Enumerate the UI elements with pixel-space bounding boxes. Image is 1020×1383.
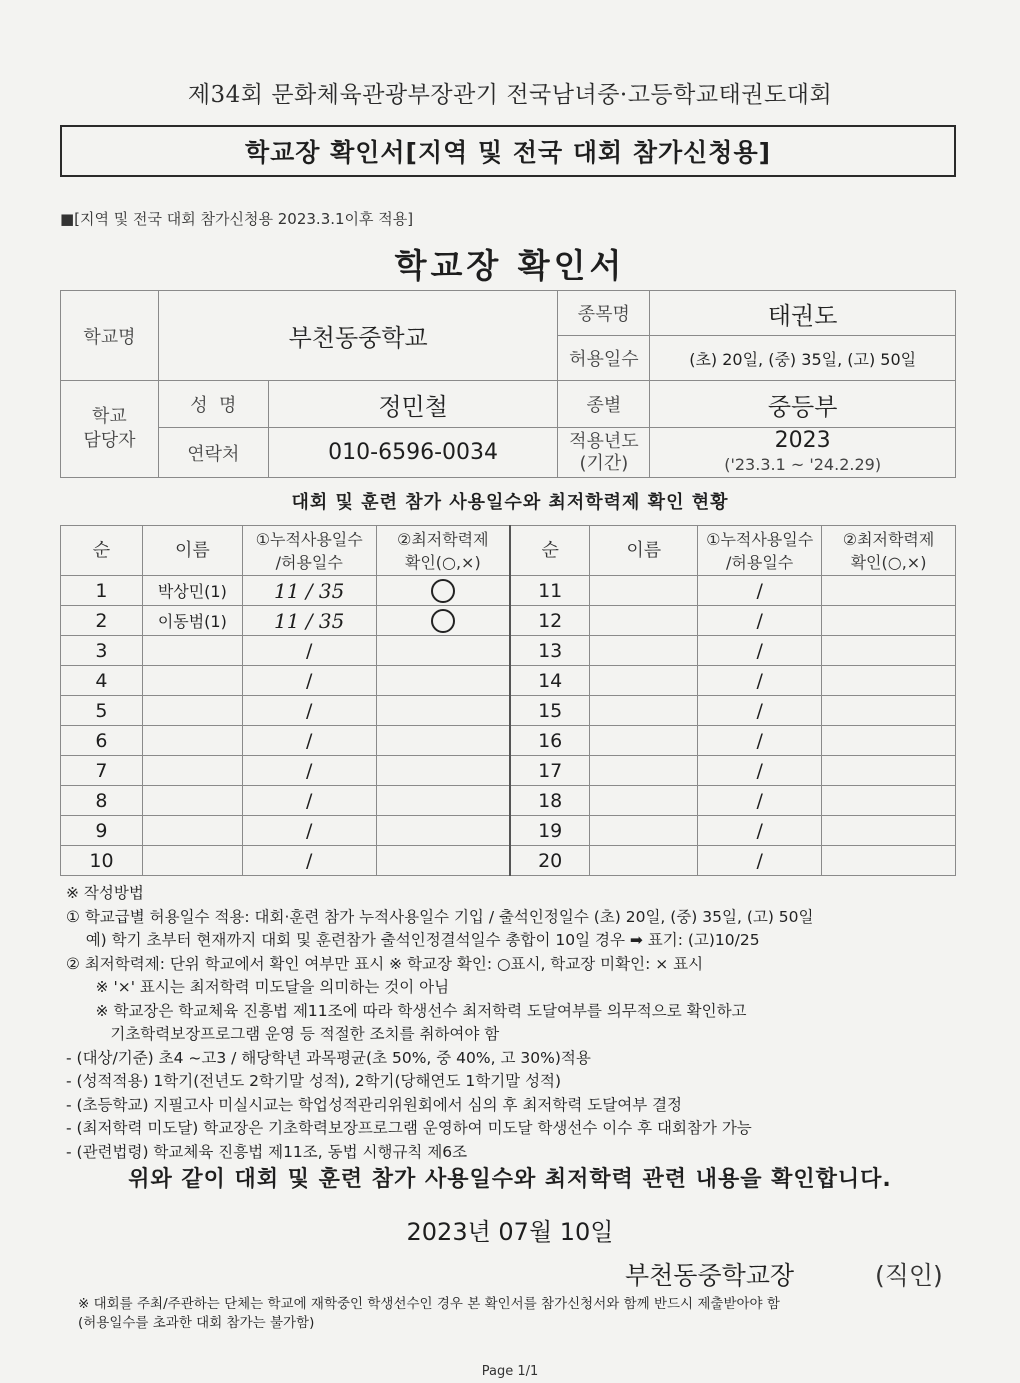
row-num: 20 — [510, 846, 590, 876]
row-num: 13 — [510, 636, 590, 666]
row-days: / — [242, 756, 376, 786]
event-title: 제34회 문화체육관광부장관기 전국남녀중·고등학교태권도대회 — [187, 82, 833, 108]
row-num: 17 — [510, 756, 590, 786]
table-row — [61, 786, 956, 816]
footnote-line: (허용일수를 초과한 대회 참가는 불가함) — [78, 1315, 315, 1331]
row-name — [142, 726, 242, 756]
row-name — [590, 576, 698, 606]
row-check — [822, 666, 956, 696]
row-name — [590, 666, 698, 696]
row-name — [142, 636, 242, 666]
header-check: ②최저학력제 확인(○,×) — [822, 526, 956, 576]
row-days: / — [242, 846, 376, 876]
manager-name-value: 정민철 — [268, 381, 558, 428]
row-days: / — [242, 696, 376, 726]
row-num: 11 — [510, 576, 590, 606]
row-check — [822, 606, 956, 636]
row-name — [142, 696, 242, 726]
allowed-days-label: 허용일수 — [558, 336, 650, 381]
row-days: / — [698, 666, 822, 696]
row-check — [376, 636, 510, 666]
row-num: 6 — [61, 726, 143, 756]
table-row — [61, 726, 956, 756]
row-num: 7 — [61, 756, 143, 786]
row-days: / — [698, 816, 822, 846]
header-name: 이름 — [142, 526, 242, 576]
row-num: 10 — [61, 846, 143, 876]
row-num: 1 — [61, 576, 143, 606]
row-days: / — [242, 816, 376, 846]
row-days: / — [698, 696, 822, 726]
allowed-days-value: (초) 20일, (중) 35일, (고) 50일 — [650, 336, 956, 381]
instruction-line: 예) 학기 초부터 현재까지 대회 및 훈련참가 출석인정결석일수 총합이 10일 경우 ➡ 표기: (고)10/25 — [66, 931, 760, 949]
row-check — [376, 696, 510, 726]
table-row — [61, 666, 956, 696]
row-days: 11 / 35 — [242, 576, 376, 606]
table-row — [61, 636, 956, 666]
row-name — [590, 756, 698, 786]
instruction-line: - (관련법령) 학교체육 진흥법 제11조, 동법 시행규칙 제6조 — [66, 1142, 468, 1161]
usage-table — [60, 525, 956, 876]
header-days: ①누적사용일수 /허용일수 — [242, 526, 376, 576]
check-mark-circle — [431, 579, 455, 603]
row-check — [822, 576, 956, 606]
row-num: 8 — [61, 786, 143, 816]
division-label: 종별 — [558, 381, 650, 428]
row-num: 12 — [510, 606, 590, 636]
row-name — [590, 726, 698, 756]
usage-section-title: 대회 및 훈련 참가 사용일수와 최저학력제 확인 현황 — [291, 492, 729, 513]
school-info-table — [60, 290, 956, 478]
row-check — [822, 726, 956, 756]
issue-date: 2023년 07월 10일 — [406, 1218, 614, 1246]
row-name — [590, 696, 698, 726]
row-days: / — [698, 606, 822, 636]
instruction-line: ② 최저학력제: 단위 학교에서 확인 여부만 표시 ※ 학교장 확인: ○표시, 학교장 미확인: × 표시 — [66, 954, 704, 973]
instruction-line: - (대상/기준) 초4 ~고3 / 해당학년 과목평균(초 50%, 중 40%, 고 30%)적용 — [66, 1048, 591, 1067]
row-num: 5 — [61, 696, 143, 726]
sport-value: 태권도 — [650, 291, 956, 336]
table-row — [61, 606, 956, 636]
row-num: 14 — [510, 666, 590, 696]
header-name: 이름 — [590, 526, 698, 576]
row-days: / — [242, 666, 376, 696]
document-title: 학교장 확인서[지역 및 전국 대회 참가신청용] — [244, 138, 772, 167]
usage-table-body — [61, 576, 956, 876]
row-days: / — [242, 636, 376, 666]
row-num: 4 — [61, 666, 143, 696]
table-row — [61, 576, 956, 606]
school-name-label: 학교명 — [61, 291, 159, 381]
row-check — [376, 606, 510, 636]
header-num: 순 — [510, 526, 590, 576]
row-days: / — [242, 786, 376, 816]
row-name — [590, 636, 698, 666]
header-num: 순 — [61, 526, 143, 576]
row-check — [376, 666, 510, 696]
row-num: 9 — [61, 816, 143, 846]
header-check: ②최저학력제 확인(○,×) — [376, 526, 510, 576]
instruction-line: ① 학교급별 허용일수 적용: 대회·훈련 참가 누적사용일수 기입 / 출석인정일수 (초) 20일, (중) 35일, (고) 50일 — [66, 907, 814, 926]
table-row — [61, 696, 956, 726]
row-check — [822, 816, 956, 846]
division-value: 중등부 — [650, 381, 956, 428]
row-days: / — [698, 636, 822, 666]
sport-label: 종목명 — [558, 291, 650, 336]
row-name — [590, 786, 698, 816]
contact-value: 010-6596-0034 — [268, 428, 558, 478]
table-row — [61, 756, 956, 786]
year-cell — [650, 428, 956, 478]
official-seal: (직인) — [875, 1261, 943, 1290]
check-mark-circle — [431, 609, 455, 633]
row-name — [142, 816, 242, 846]
row-num: 2 — [61, 606, 143, 636]
instruction-line: - (최저학력 미도달) 학교장은 기초학력보장프로그램 운영하여 미도달 학생선수 이수 후 대회참가 가능 — [66, 1119, 752, 1137]
manager-name-label: 성 명 — [158, 381, 268, 428]
table-row — [61, 846, 956, 876]
row-name — [590, 846, 698, 876]
instructions — [66, 882, 946, 1164]
row-num: 3 — [61, 636, 143, 666]
row-name — [142, 666, 242, 696]
row-name — [142, 756, 242, 786]
document-title-box — [60, 125, 956, 177]
footnote — [78, 1295, 958, 1333]
row-num: 19 — [510, 816, 590, 846]
row-name: 박상민(1) — [142, 576, 242, 606]
instruction-line: - (초등학교) 지필고사 미실시교는 학업성적관리위원회에서 심의 후 최저학력 도달여부 결정 — [66, 1095, 683, 1114]
instruction-line: ※ 작성방법 — [66, 884, 144, 902]
row-check — [822, 786, 956, 816]
confirmation-statement: 위와 같이 대회 및 훈련 참가 사용일수와 최저학력 관련 내용을 확인합니다. — [128, 1167, 892, 1192]
row-name — [142, 846, 242, 876]
header-days: ①누적사용일수 /허용일수 — [698, 526, 822, 576]
row-check — [822, 696, 956, 726]
row-check — [822, 636, 956, 666]
row-name — [590, 816, 698, 846]
row-days: / — [698, 786, 822, 816]
row-name — [590, 606, 698, 636]
row-num: 16 — [510, 726, 590, 756]
instruction-line: ※ '×' 표시는 최저학력 미도달을 의미하는 것이 아님 — [66, 978, 450, 996]
applicability-note: ■[지역 및 전국 대회 참가신청용 2023.3.1이후 적용] — [60, 210, 414, 228]
row-check — [376, 816, 510, 846]
row-name — [142, 786, 242, 816]
row-days: / — [698, 846, 822, 876]
row-days: 11 / 35 — [242, 606, 376, 636]
row-days: / — [242, 726, 376, 756]
row-name: 이동범(1) — [142, 606, 242, 636]
row-num: 15 — [510, 696, 590, 726]
row-check — [376, 846, 510, 876]
row-days: / — [698, 756, 822, 786]
row-check — [376, 786, 510, 816]
row-days: / — [698, 576, 822, 606]
row-check — [822, 756, 956, 786]
row-check — [376, 726, 510, 756]
principal-signature: 부천동중학교장 — [625, 1261, 795, 1290]
table-row — [61, 816, 956, 846]
instruction-line: 기초학력보장프로그램 운영 등 적절한 조치를 취하여야 함 — [66, 1025, 500, 1043]
row-num: 18 — [510, 786, 590, 816]
manager-label: 학교 담당자 — [61, 381, 159, 478]
row-days: / — [698, 726, 822, 756]
footnote-line: ※ 대회를 주최/주관하는 단체는 학교에 재학중인 학생선수인 경우 본 확인서를 참가신청서와 함께 반드시 제출받아야 함 — [78, 1296, 780, 1312]
school-name-value: 부천동중학교 — [158, 291, 558, 381]
row-check — [376, 756, 510, 786]
confirmation-heading: 학교장 확인서 — [394, 246, 626, 285]
instruction-line: - (성적적용) 1학기(전년도 2학기말 성적), 2학기(당해연도 1학기말 성적) — [66, 1072, 562, 1090]
year-value: 2023 — [774, 427, 831, 453]
page-number: Page 1/1 — [481, 1364, 539, 1379]
instruction-line: ※ 학교장은 학교체육 진흥법 제11조에 따라 학생선수 최저학력 도달여부를 의무적으로 확인하고 — [66, 1001, 747, 1020]
row-check — [822, 846, 956, 876]
period-value: ('23.3.1 ~ '24.2.29) — [724, 454, 882, 474]
row-check — [376, 576, 510, 606]
year-label: 적용년도 (기간) — [558, 428, 650, 478]
contact-label: 연락처 — [158, 428, 268, 478]
